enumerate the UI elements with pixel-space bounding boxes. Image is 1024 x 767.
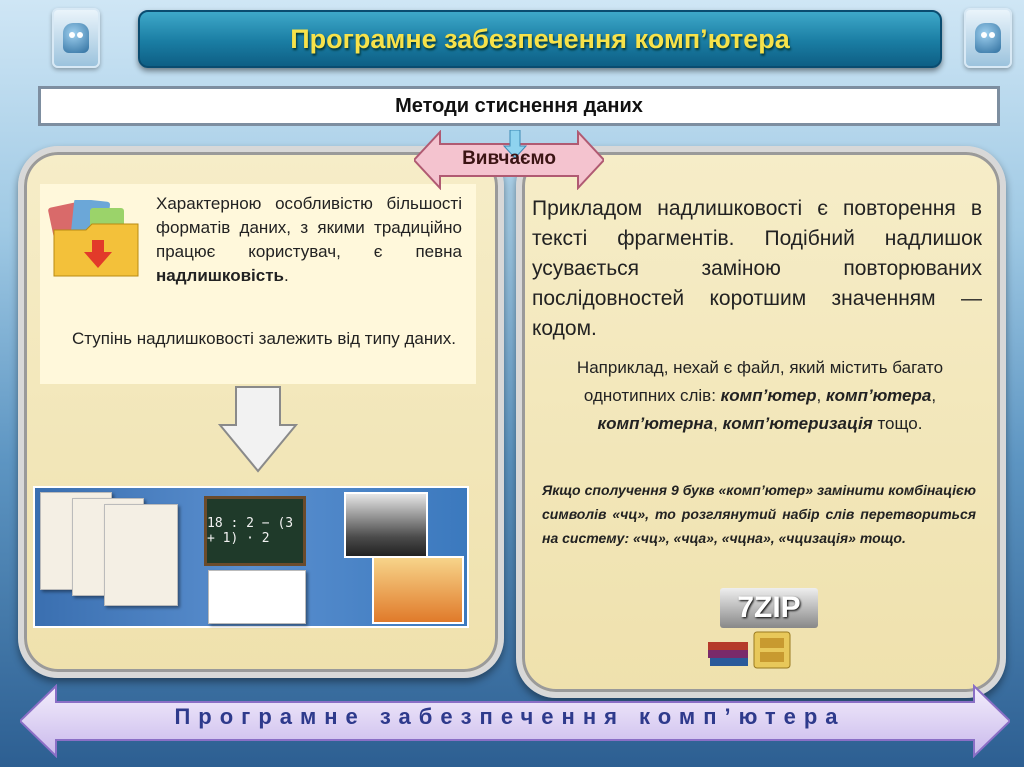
paper-sheet-3: [104, 504, 178, 606]
page-title: Програмне забезпечення комп’ютера: [290, 23, 790, 54]
folder-media-icon: [46, 200, 146, 280]
word-3: комп’ютерна: [597, 414, 714, 433]
board-formula: 18 : 2 − (3 + 1) · 2: [207, 516, 294, 546]
example-end: тощо.: [872, 414, 923, 433]
down-arrow-icon: [218, 385, 298, 475]
photo-2: [372, 556, 464, 624]
robot-icon-right: [964, 8, 1012, 68]
left-paragraph-2: Ступінь надлишковості залежить від типу даних.: [72, 329, 456, 348]
left-text-1a: Характерною особливістю більшості форматів даних, з якими традиційно працює користувач, є певна: [156, 194, 462, 261]
word-2: комп’ютера: [826, 386, 932, 405]
sep-3: ,: [713, 414, 723, 433]
right-italic-paragraph: Якщо сполучення 9 букв «комп’ютер» замінити комбінацією символів «чц», то розглянутий набір слів перетвориться на систему: «чц», «чца», «чцна», «чцизація» тощо.: [542, 482, 976, 546]
7zip-logo: 7ZIP: [720, 588, 818, 628]
sep-2: ,: [931, 386, 937, 405]
vyvchaemo-label: Вивчаємо: [462, 148, 556, 169]
chalkboard: [204, 496, 306, 566]
robot-icon-left: [52, 8, 100, 68]
winrar-icon: [706, 628, 796, 672]
left-text-1c: .: [284, 266, 289, 285]
photo-1: [344, 492, 428, 558]
grid-sheet: [208, 570, 306, 624]
left-paragraph-1: [156, 192, 462, 288]
word-4: комп’ютеризація: [722, 414, 873, 433]
sep-1: ,: [816, 386, 826, 405]
right-paragraph-1: Прикладом надлишковості є повторення в тексті фрагментів. Подібний надлишок усувається заміною повторюваних послідовностей коротшим значенням — кодом.: [532, 197, 982, 340]
right-example: [560, 354, 960, 438]
subtitle-bar: [38, 86, 1000, 126]
subtitle: Методи стиснення даних: [395, 94, 643, 117]
left-text-bold: надлишковість: [156, 266, 285, 285]
footer-label: Програмне забезпечення комп’ютера: [174, 704, 846, 729]
word-1: комп’ютер: [720, 386, 817, 405]
title-bar: [138, 10, 942, 68]
example-intro: Наприклад, нехай є файл, який містить багато однотипних слів:: [576, 358, 944, 405]
